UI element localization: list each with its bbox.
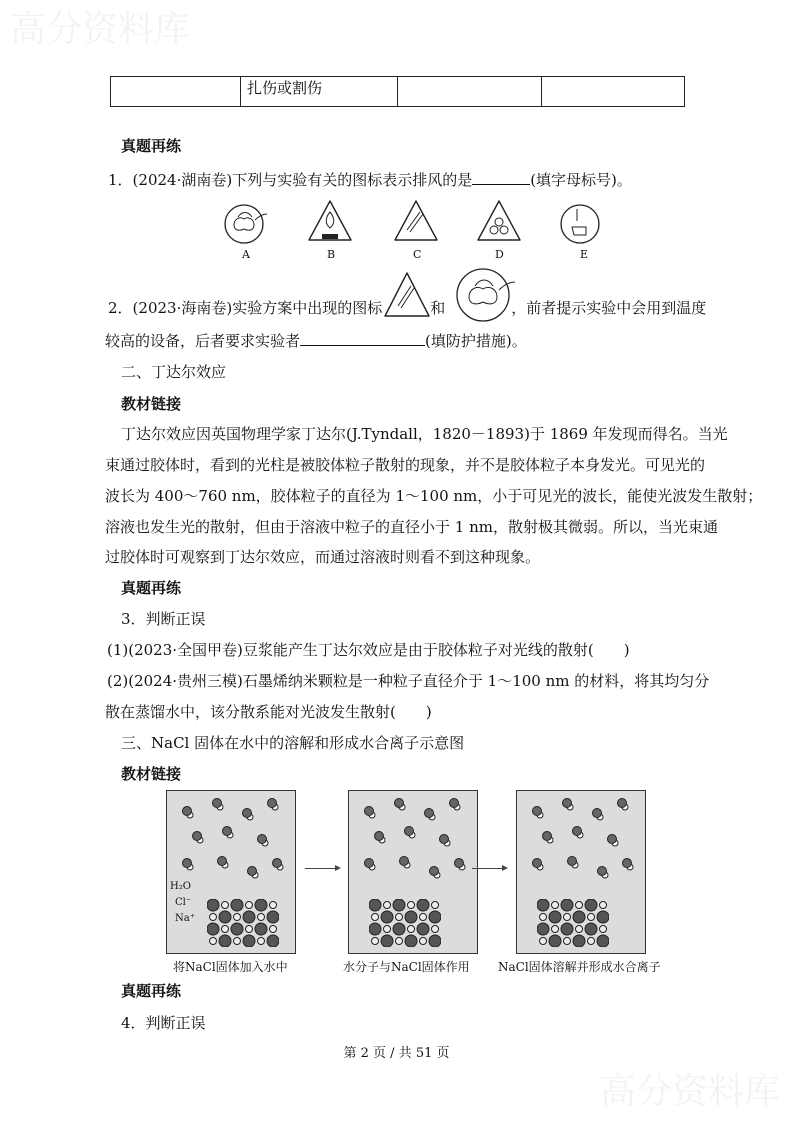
figure-caption: 水分子与NaCl固体作用 xyxy=(343,960,470,974)
option-c-label: C xyxy=(413,248,422,261)
watermark: 高分资料库 xyxy=(600,1071,781,1112)
practice-heading: 真题再练 xyxy=(121,982,182,1000)
practice-heading: 真题再练 xyxy=(121,137,182,155)
nacl-figure-step-1 xyxy=(166,790,296,954)
paragraph-line: 束通过胶体时，看到的光柱是被胶体粒子散射的现象，并不是胶体粒子本身发光。可见光的 xyxy=(105,456,706,474)
question-1: 1．(2024·湖南卷)下列与实验有关的图标表示排风的是 (填字母标号)。 xyxy=(108,171,632,189)
nacl-figure-step-2 xyxy=(348,790,478,954)
figure-caption: NaCl固体溶解并形成水合离子 xyxy=(498,960,661,974)
ventilation-icon xyxy=(455,266,521,324)
ion-lattice xyxy=(207,899,279,947)
hot-surface-icon xyxy=(383,270,431,320)
question-3-item-2: (2)(2024·贵州三模)石墨烯纳米颗粒是一种粒子直径介于 1～100 nm 的材料，将其均匀分 xyxy=(107,672,710,690)
ion-lattice xyxy=(369,899,441,947)
ion-lattice xyxy=(537,899,609,947)
question-3: 3．判断正误 xyxy=(121,610,206,628)
hot-surface-icon xyxy=(393,198,439,244)
option-e-label: E xyxy=(580,248,589,261)
water-molecules xyxy=(349,791,477,891)
paragraph-line: 丁达尔效应因英国物理学家丁达尔(J.Tyndall，1820－1893)于 1869 年发现而得名。当光 xyxy=(121,425,728,443)
water-molecules xyxy=(167,791,295,891)
water-molecules xyxy=(517,791,645,891)
option-b-label: B xyxy=(327,248,336,261)
chloride-label: Cl⁻ xyxy=(175,897,192,908)
arrow-icon xyxy=(305,868,339,869)
figure-caption: 将NaCl固体加入水中 xyxy=(173,960,288,974)
option-a-label: A xyxy=(242,248,250,261)
hand-wash-icon xyxy=(560,203,602,245)
paragraph-line: 波长为 400～760 nm，胶体粒子的直径为 1～100 nm，小于可见光的波长，能使光波发生散射； xyxy=(105,487,763,505)
textbook-link-heading: 教材链接 xyxy=(121,765,182,783)
hazard-table-row xyxy=(110,76,685,107)
question-2: 2．(2023·海南卷)实验方案中出现的图标 和 ，前者提示实验中会用到温度 xyxy=(108,299,707,317)
sodium-label: Na⁺ xyxy=(175,913,195,924)
h2o-label: H₂O xyxy=(170,881,191,892)
option-d-label: D xyxy=(495,248,504,261)
question-3-item-1: (1)(2023·全国甲卷)豆浆能产生丁达尔效应是由于胶体粒子对光线的散射( ) xyxy=(107,641,630,659)
watermark: 高分资料库 xyxy=(10,9,191,50)
paragraph-line: 过胶体时可观察到丁达尔效应，而通过溶液时则看不到这种现象。 xyxy=(105,548,541,566)
practice-heading: 真题再练 xyxy=(121,579,182,597)
table-cell: 扎伤或割伤 xyxy=(241,77,398,107)
nacl-figure-step-3 xyxy=(516,790,646,954)
question-3-item-2-cont: 散在蒸馏水中，该分散系能对光波发生散射( ) xyxy=(105,703,432,721)
paragraph-line: 溶液也发生光的散射，但由于溶液中粒子的直径小于 1 nm，散射极其微弱。所以，当光束通 xyxy=(105,518,718,536)
page-footer: 第 2 页 / 共 51 页 xyxy=(343,1046,450,1061)
fan-icon xyxy=(476,198,522,244)
question-2-line2: 较高的设备，后者要求实验者 (填防护措施)。 xyxy=(105,332,527,350)
textbook-link-heading: 教材链接 xyxy=(121,395,182,413)
ventilation-icon xyxy=(222,203,270,245)
section-heading: 二、丁达尔效应 xyxy=(121,363,227,381)
section-heading: 三、NaCl 固体在水中的溶解和形成水合离子示意图 xyxy=(121,734,465,752)
question-4: 4．判断正误 xyxy=(121,1014,206,1032)
arrow-icon xyxy=(472,868,506,869)
flame-icon xyxy=(307,198,353,244)
